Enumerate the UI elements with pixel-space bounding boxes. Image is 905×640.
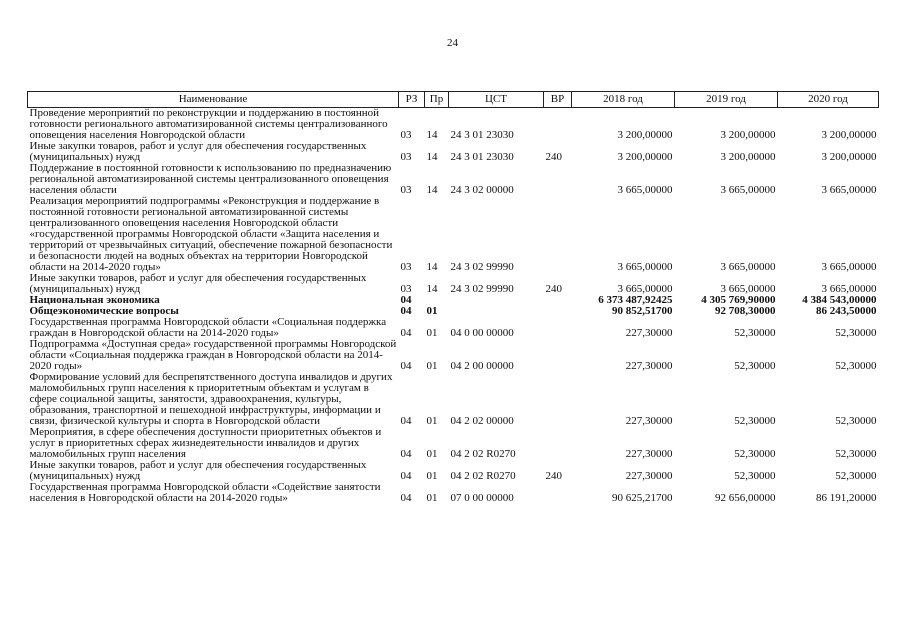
table-row [28,460,879,482]
cell-name: Иные закупки товаров, работ и услуг для обеспечения государственных (муниципальных) нужд [29,272,367,295]
cell-2020: 3 665,00000 [821,283,877,295]
col-header-pr: Пр [425,92,449,108]
cell-pr: 14 [426,261,438,273]
cell-2020: 52,30000 [835,327,877,339]
cell-name: Иные закупки товаров, работ и услуг для обеспечения государственных (муниципальных) нужд [29,140,367,163]
cell-cst: 04 2 00 00000 [450,360,514,372]
cell-rz: 03 [400,184,412,196]
cell-2020: 86 243,50000 [816,305,877,317]
cell-2019: 52,30000 [734,415,776,427]
cell-cst: 07 0 00 00000 [450,492,514,504]
cell-vr [544,339,572,372]
cell-vr: 240 [545,283,562,295]
cell-pr: 14 [426,129,438,141]
cell-pr: 14 [426,283,438,295]
cell-2020: 52,30000 [835,470,877,482]
cell-name: Проведение мероприятий по реконструкции и поддержанию в постоянной готовности регионального автоматизированной системы централизованного оповещения населения Новгородской области [29,107,388,141]
budget-table [27,91,879,504]
cell-name: Подпрограмма «Доступная среда» государственной программы Новгородской области «Социальная поддержка граждан в Новгородской области на 2014-2020 годы» [29,338,397,372]
col-header-2018: 2018 год [572,92,675,108]
cell-name: Формирование условий для беспрепятственного доступа инвалидов и других маломобильных групп населения к приоритетным объектам и услугам в сфере социальной защиты, занятости, здравоохранения, культуры, образования, транспортной и пешеходной инфраструктуры, информации и связи, физической культуры и спорта в Новгородской области [29,371,393,427]
cell-vr: 240 [545,470,562,482]
cell-cst [449,306,544,317]
cell-2019: 3 665,00000 [720,283,776,295]
cell-rz: 04 [400,415,412,427]
table-row [28,339,879,372]
cell-2018: 6 373 487,92425 [598,294,673,306]
cell-2020: 3 665,00000 [821,261,877,273]
cell-2018: 227,30000 [625,327,673,339]
cell-2020: 3 200,00000 [821,129,877,141]
table-row [28,482,879,504]
cell-pr: 01 [426,305,438,317]
cell-rz: 04 [400,470,412,482]
table-row [28,317,879,339]
cell-rz: 04 [400,305,412,317]
cell-2020: 3 665,00000 [821,184,877,196]
table-header [28,92,879,108]
cell-pr: 14 [426,151,438,163]
cell-pr: 01 [426,492,438,504]
cell-name: Государственная программа Новгородской области «Содействие занятости населения в Новгородской области на 2014-2020 годы» [29,481,381,504]
cell-2018: 227,30000 [625,470,673,482]
cell-rz: 04 [400,327,412,339]
table-row [28,427,879,460]
table-row [28,196,879,273]
cell-2020: 3 200,00000 [821,151,877,163]
cell-2019: 52,30000 [734,448,776,460]
cell-name: Государственная программа Новгородской области «Социальная поддержка граждан в Новгородской области на 2014-2020 годы» [29,316,387,339]
col-header-rz: РЗ [399,92,425,108]
cell-cst: 24 3 02 99990 [450,283,514,295]
cell-2018: 3 665,00000 [617,283,673,295]
cell-cst: 04 2 02 00000 [450,415,514,427]
cell-2018: 90 852,51700 [612,305,673,317]
cell-name: Мероприятия, в сфере обеспечения доступности приоритетных объектов и услуг в приоритетных сферах жизнедеятельности инвалидов и других маломобильных групп населения [29,426,382,460]
cell-2020: 52,30000 [835,415,877,427]
col-header-name: Наименование [28,92,399,108]
cell-2019: 3 200,00000 [720,129,776,141]
table-row [28,163,879,196]
cell-rz: 04 [400,294,412,306]
table-row [28,108,879,142]
cell-name: Реализация мероприятий подпрограммы «Реконструкция и поддержание в постоянной готовности региональной автоматизированной системы централизованного оповещения населения Новгородской области «государственной программы Новгородской области «Защита населения и территорий от чрезвычайных ситуаций, обеспечение пожарной безопасности и безопасности людей на водных объектах на территории Новгородской области на 2014-2020 годы» [29,195,393,273]
cell-cst: 04 0 00 00000 [450,327,514,339]
cell-pr: 01 [426,448,438,460]
cell-2018: 3 665,00000 [617,261,673,273]
cell-cst: 04 2 02 R0270 [450,448,516,460]
cell-2019: 4 305 769,90000 [701,294,776,306]
col-header-2019: 2019 год [675,92,778,108]
cell-pr: 01 [426,470,438,482]
cell-rz: 04 [400,492,412,504]
cell-vr [544,163,572,196]
cell-2018: 227,30000 [625,448,673,460]
cell-2018: 227,30000 [625,415,673,427]
table-row [28,372,879,427]
cell-2019: 52,30000 [734,470,776,482]
cell-vr [544,317,572,339]
col-header-cst: ЦСТ [449,92,544,108]
cell-cst: 24 3 01 23030 [450,129,514,141]
cell-name: Национальная экономика [29,294,160,306]
cell-2019: 92 656,00000 [715,492,776,504]
cell-rz: 03 [400,283,412,295]
cell-2020: 4 384 543,00000 [802,294,877,306]
cell-cst: 24 3 02 00000 [450,184,514,196]
cell-2019: 92 708,30000 [715,305,776,317]
cell-vr: 240 [545,151,562,163]
table-body [28,108,879,505]
cell-2018: 3 665,00000 [617,184,673,196]
cell-2018: 227,30000 [625,360,673,372]
cell-cst: 24 3 01 23030 [450,151,514,163]
cell-pr: 01 [426,360,438,372]
cell-vr [544,108,572,142]
cell-pr: 01 [426,327,438,339]
cell-rz: 03 [400,261,412,273]
cell-vr [544,482,572,504]
table-row [28,141,879,163]
page-number: 24 [447,37,458,49]
cell-2019: 3 665,00000 [720,261,776,273]
cell-vr [544,196,572,273]
cell-name: Иные закупки товаров, работ и услуг для обеспечения государственных (муниципальных) нужд [29,459,367,482]
cell-rz: 04 [400,360,412,372]
table-row [28,273,879,295]
cell-cst [449,295,544,306]
cell-2018: 90 625,21700 [612,492,673,504]
cell-2019: 52,30000 [734,327,776,339]
cell-2019: 3 665,00000 [720,184,776,196]
cell-name: Поддержание в постоянной готовности к использованию по предназначению региональной автоматизированной системы централизованного оповещения населения области [29,162,392,196]
col-header-vr: ВР [544,92,572,108]
cell-2018: 3 200,00000 [617,151,673,163]
cell-vr [544,372,572,427]
cell-vr [544,295,572,306]
cell-rz: 04 [400,448,412,460]
cell-2018: 3 200,00000 [617,129,673,141]
cell-2019: 3 200,00000 [720,151,776,163]
cell-rz: 03 [400,151,412,163]
cell-vr [544,306,572,317]
cell-pr: 01 [426,415,438,427]
cell-pr: 14 [426,184,438,196]
cell-2019: 52,30000 [734,360,776,372]
cell-2020: 86 191,20000 [816,492,877,504]
cell-cst: 04 2 02 R0270 [450,470,516,482]
cell-2020: 52,30000 [835,448,877,460]
cell-cst: 24 3 02 99990 [450,261,514,273]
cell-vr [544,427,572,460]
cell-rz: 03 [400,129,412,141]
col-header-2020: 2020 год [778,92,879,108]
cell-2020: 52,30000 [835,360,877,372]
cell-name: Общеэкономические вопросы [29,305,179,317]
